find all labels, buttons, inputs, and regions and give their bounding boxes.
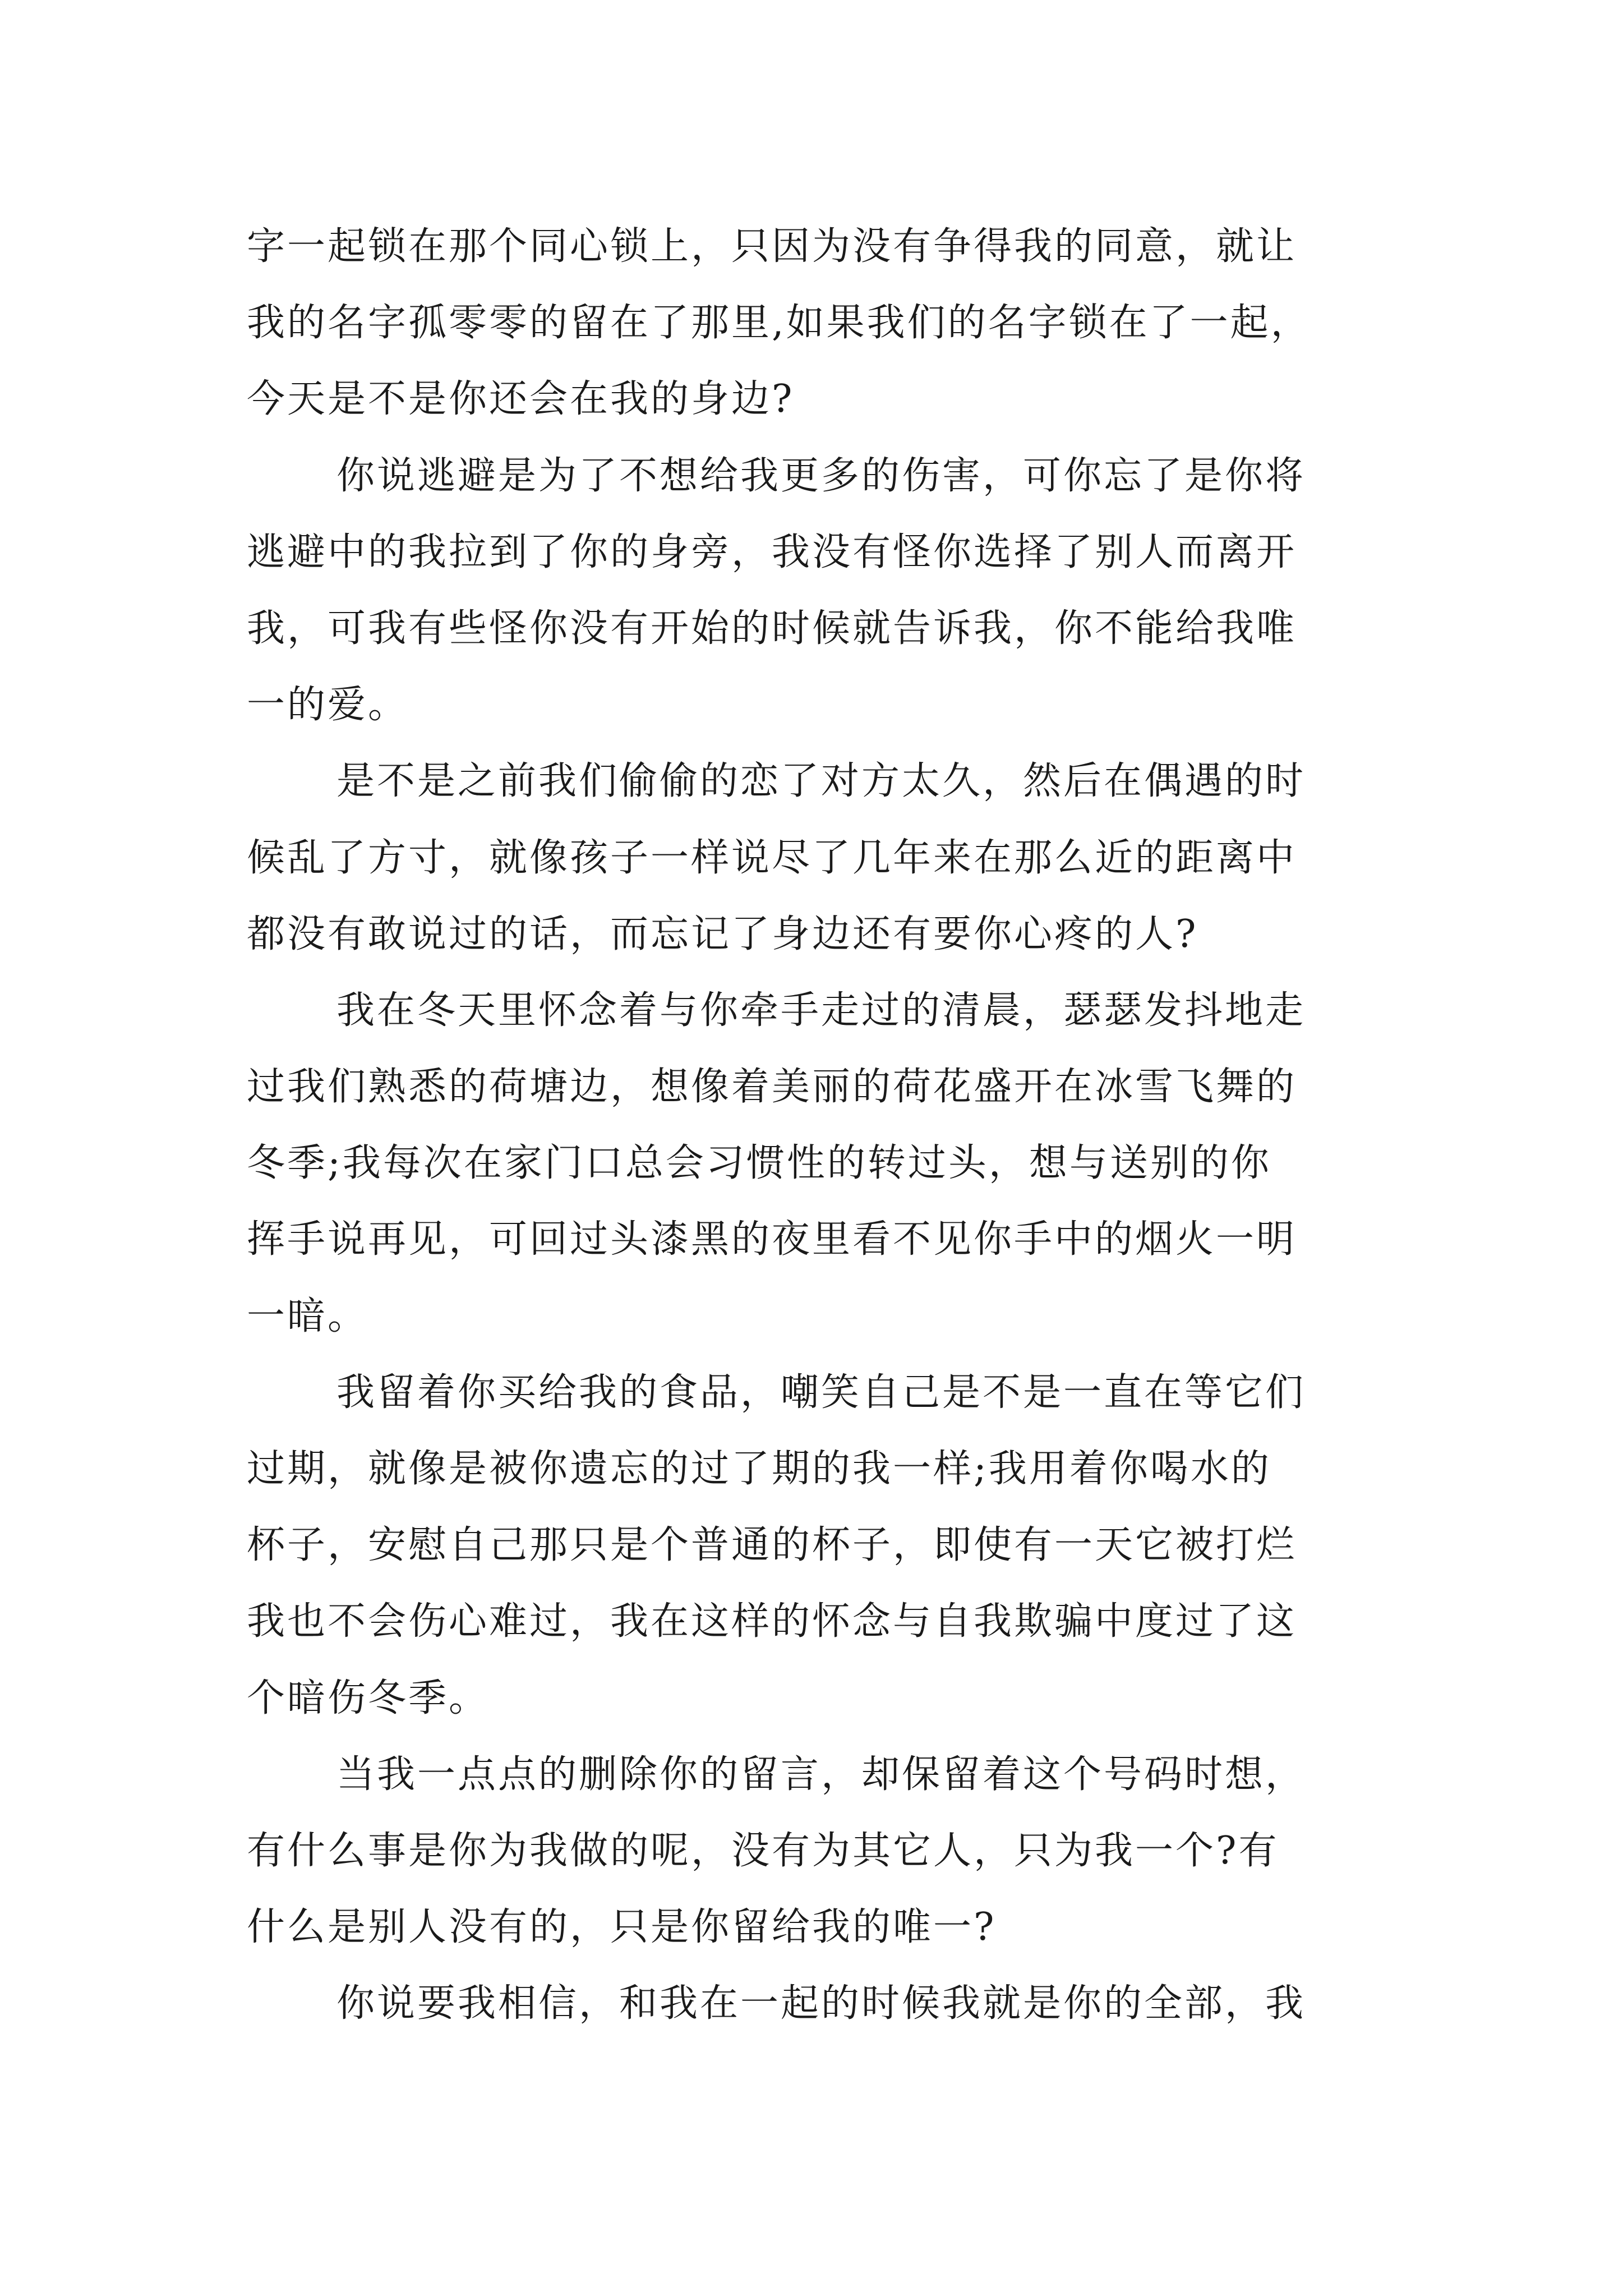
text-line: 我，可我有些怪你没有开始的时候就告诉我，你不能给我唯: [247, 606, 1297, 651]
text-line: 我也不会伤心难过，我在这样的怀念与自我欺骗中度过了这: [247, 1599, 1297, 1644]
text-line: 是不是之前我们偷偷的恋了对方太久，然后在偶遇的时: [336, 759, 1306, 804]
text-line: 你说要我相信，和我在一起的时候我就是你的全部，我: [336, 1981, 1306, 2026]
text-line: 逃避中的我拉到了你的身旁，我没有怪你选择了别人而离开: [247, 530, 1297, 574]
text-line: 过我们熟悉的荷塘边，想像着美丽的荷花盛开在冰雪飞舞的: [247, 1065, 1297, 1110]
body-text: [247, 209, 1391, 2042]
text-line: 一暗。: [247, 1294, 368, 1338]
text-line: 冬季;我每次在家门口总会习惯性的转过头，想与送别的你: [247, 1141, 1271, 1186]
text-line: 候乱了方寸，就像孩子一样说尽了几年来在那么近的距离中: [247, 835, 1297, 880]
text-line: 你说逃避是为了不想给我更多的伤害，可你忘了是你将: [336, 453, 1306, 498]
text-line: 个暗伤冬季。: [247, 1676, 490, 1720]
text-line: 字一起锁在那个同心锁上，只因为没有争得我的同意，就让: [247, 224, 1297, 269]
text-line: 一的爱。: [247, 683, 409, 728]
text-line: 什么是别人没有的，只是你留给我的唯一?: [247, 1905, 997, 1950]
text-line: 挥手说再见，可回过头漆黑的夜里看不见你手中的烟火一明: [247, 1217, 1297, 1262]
text-line: 杯子，安慰自己那只是个普通的杯子，即使有一天它被打烂: [247, 1523, 1297, 1568]
text-line: 我留着你买给我的食品，嘲笑自己是不是一直在等它们: [336, 1370, 1306, 1415]
text-line: 我的名字孤零零的留在了那里,如果我们的名字锁在了一起，: [247, 301, 1311, 346]
text-line: 我在冬天里怀念着与你牵手走过的清晨，瑟瑟发抖地走: [336, 988, 1306, 1033]
text-line: 有什么事是你为我做的呢，没有为其它人，只为我一个?有: [247, 1828, 1279, 1873]
text-line: 今天是不是你还会在我的身边?: [247, 377, 795, 422]
text-line: 都没有敢说过的话，而忘记了身边还有要你心疼的人?: [247, 912, 1198, 956]
text-line: 过期，就像是被你遗忘的过了期的我一样;我用着你喝水的: [247, 1447, 1271, 1491]
text-line: 当我一点点的删除你的留言，却保留着这个号码时想，: [336, 1752, 1306, 1797]
